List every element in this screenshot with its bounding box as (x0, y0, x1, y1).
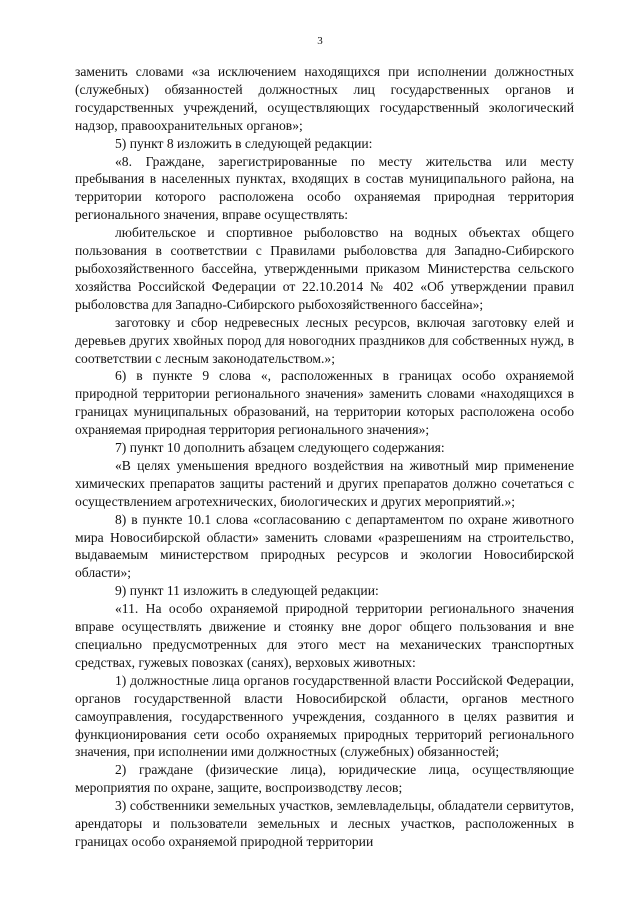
paragraph-item-6: 6) в пункте 9 слова «, расположенных в границах особо охраняемой природной территории регионального значения» заменить словами «находящихся в границах муниципальных образований, на территории которых расположена особо охраняемая природная территория регионального значения»; (75, 368, 574, 438)
paragraph-item-5: 5) пункт 8 изложить в следующей редакции: (115, 135, 373, 151)
paragraph-fishing: любительское и спортивное рыболовство на водных объектах общего пользования в соответствии с Правилами рыболовства для Западно-Сибирского рыбохозяйственного бассейна, утвержденными приказом Министерства сельского хозяйства Российской Федерации от 22.10.2014 № 402 «Об утверждении правил рыболовства для Западно-Сибирского рыбохозяйственного бассейна»; (75, 225, 574, 312)
paragraph-item-7: 7) пункт 10 дополнить абзацем следующего содержания: (115, 440, 445, 456)
document-body (75, 63, 574, 851)
paragraph-subitem-2: 2) граждане (физические лица), юридические лица, осуществляющие мероприятия по охране, защите, воспроизводству лесов; (75, 762, 574, 796)
paragraph-continuation: заменить словами «за исключением находящихся при исполнении должностных (служебных) обязанностей должностных лиц государственных органов и государственных учреждений, осуществляющих государственный экологический надзор, правоохранительных органов»; (75, 64, 574, 133)
paragraph-subitem-1: 1) должностные лица органов государственной власти Российской Федерации, органов государственной власти Новосибирской области, органов местного самоуправления, государственного учреждения, созданного в целях развития и функционирования сети особо охраняемых природных территорий регионального значения, при исполнении ими должностных (служебных) обязанностей; (75, 672, 574, 760)
paragraph-item-9: 9) пункт 11 изложить в следующей редакции: (115, 583, 379, 599)
paragraph-clause-8: «8. Граждане, зарегистрированные по месту жительства или месту пребывания в населенных пунктах, входящих в состав муниципального района, на территории которого расположена особо охраняемая природная территория регионального значения, вправе осуществлять: (75, 153, 574, 223)
paragraph-chemicals: «В целях уменьшения вредного воздействия на животный мир применение химических препаратов защиты растений и других препаратов должно сочетаться с осуществлением агротехнических, биологических и других мероприятий.»; (75, 457, 574, 509)
page-number: 3 (317, 35, 323, 47)
paragraph-subitem-3: 3) собственники земельных участков, землевладельцы, обладатели сервитутов, арендаторы и пользователи земельных и лесных участков, расположенных в границах особо охраняемой природной территории (75, 798, 574, 849)
paragraph-harvesting: заготовку и сбор недревесных лесных ресурсов, включая заготовку елей и деревьев других хвойных пород для новогодних праздников для собственных нужд, в соответствии с лесным законодательством.»; (75, 314, 574, 366)
paragraph-clause-11: «11. На особо охраняемой природной территории регионального значения вправе осуществлять движение и стоянку вне дорог общего пользования и вне специально предусмотренных для этого мест на механических транспортных средствах, гужевых повозках (санях), верховых животных: (75, 601, 574, 670)
paragraph-item-8: 8) в пункте 10.1 слова «согласованию с департаментом по охране животного мира Новосибирской области» заменить словами «разрешениям на строительство, выдаваемым министерством природных ресурсов и экологии Новосибирской области»; (75, 511, 574, 581)
